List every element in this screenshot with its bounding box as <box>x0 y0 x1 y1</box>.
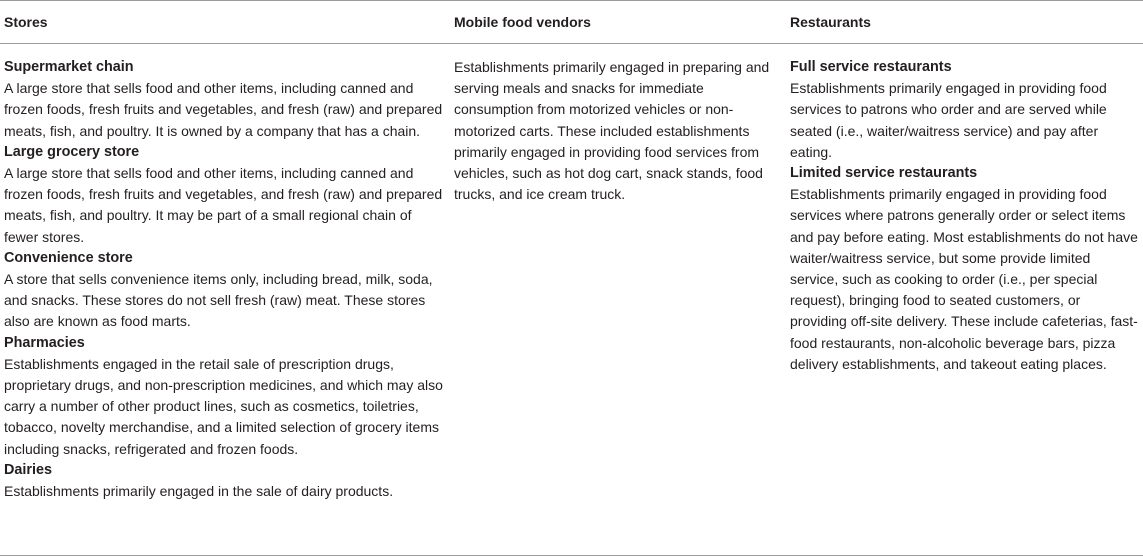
store-description: A large store that sells food and other items, including canned and frozen foods, fresh fruits and vegetables, and fresh (raw) and prepared meats, fish, and poultry. It may be part of a small regional chain of fewer stores. <box>4 165 443 245</box>
header-mobile-food-vendors: Mobile food vendors <box>454 14 591 30</box>
store-entry-convenience-store <box>4 248 444 333</box>
restaurants-column <box>790 57 1140 375</box>
store-entry-supermarket-chain <box>4 57 444 142</box>
header-restaurants: Restaurants <box>790 14 871 30</box>
header-stores: Stores <box>4 14 48 30</box>
mobile-food-vendors-description: Establishments primarily engaged in preparing and serving meals and snacks for immediate consumption from motorized vehicles or non-motorized carts. These included establishments primarily engaged in providing food services from vehicles, such as hot dog cart, snack stands, food trucks, and ice cream truck. <box>454 59 770 203</box>
restaurant-term: Limited service restaurants <box>790 165 978 182</box>
store-description: A large store that sells food and other items, including canned and frozen foods, fresh fruits and vegetables, and fresh (raw) and prepared meats, fish, and poultry. It is owned by a company that has a chain. <box>4 80 443 139</box>
store-term: Large grocery store <box>4 143 140 160</box>
store-description: Establishments engaged in the retail sale of prescription drugs, proprietary drugs, and non-prescription medicines, and which may also carry a number of other product lines, such as cosmetics, toiletries, tobacco, novelty merchandise, and a limited selection of grocery items including snacks, refrigerated and frozen foods. <box>4 355 443 457</box>
store-term: Dairies <box>4 461 52 478</box>
stores-column <box>4 57 444 502</box>
store-entry-pharmacies <box>4 333 444 460</box>
table-header-rule <box>0 43 1143 44</box>
store-term: Convenience store <box>4 249 133 266</box>
store-entry-dairies <box>4 460 444 502</box>
store-term: Supermarket chain <box>4 59 134 75</box>
restaurant-term: Full service restaurants <box>790 59 952 75</box>
mobile-food-vendors-column <box>454 57 776 205</box>
store-description: Establishments primarily engaged in the sale of dairy products. <box>4 483 394 500</box>
store-entry-large-grocery-store <box>4 142 444 248</box>
store-term: Pharmacies <box>4 334 85 351</box>
store-description: A store that sells convenience items only, including bread, milk, soda, and snacks. These stores do not sell fresh (raw) meat. These stores also are known as food marts. <box>4 271 433 330</box>
restaurant-description: Establishments primarily engaged in providing food services where patrons generally order or select items and pay before eating. Most establishments do not have waiter/waitress service, but some provide limited service, such as cooking to order (i.e., per special request), bringing food to seated customers, or providing off-site delivery. These include cafeterias, fast-food restaurants, non-alcoholic beverage bars, pizza delivery establishments, and takeout eating places. <box>790 186 1138 372</box>
table-bottom-rule <box>0 555 1143 556</box>
table-top-rule <box>0 0 1143 1</box>
restaurant-entry-limited-service <box>790 163 1140 375</box>
restaurant-entry-full-service <box>790 57 1140 163</box>
restaurant-description: Establishments primarily engaged in providing food services to patrons who order and are served while seated (i.e., waiter/waitress service) and pay after eating. <box>790 80 1107 160</box>
